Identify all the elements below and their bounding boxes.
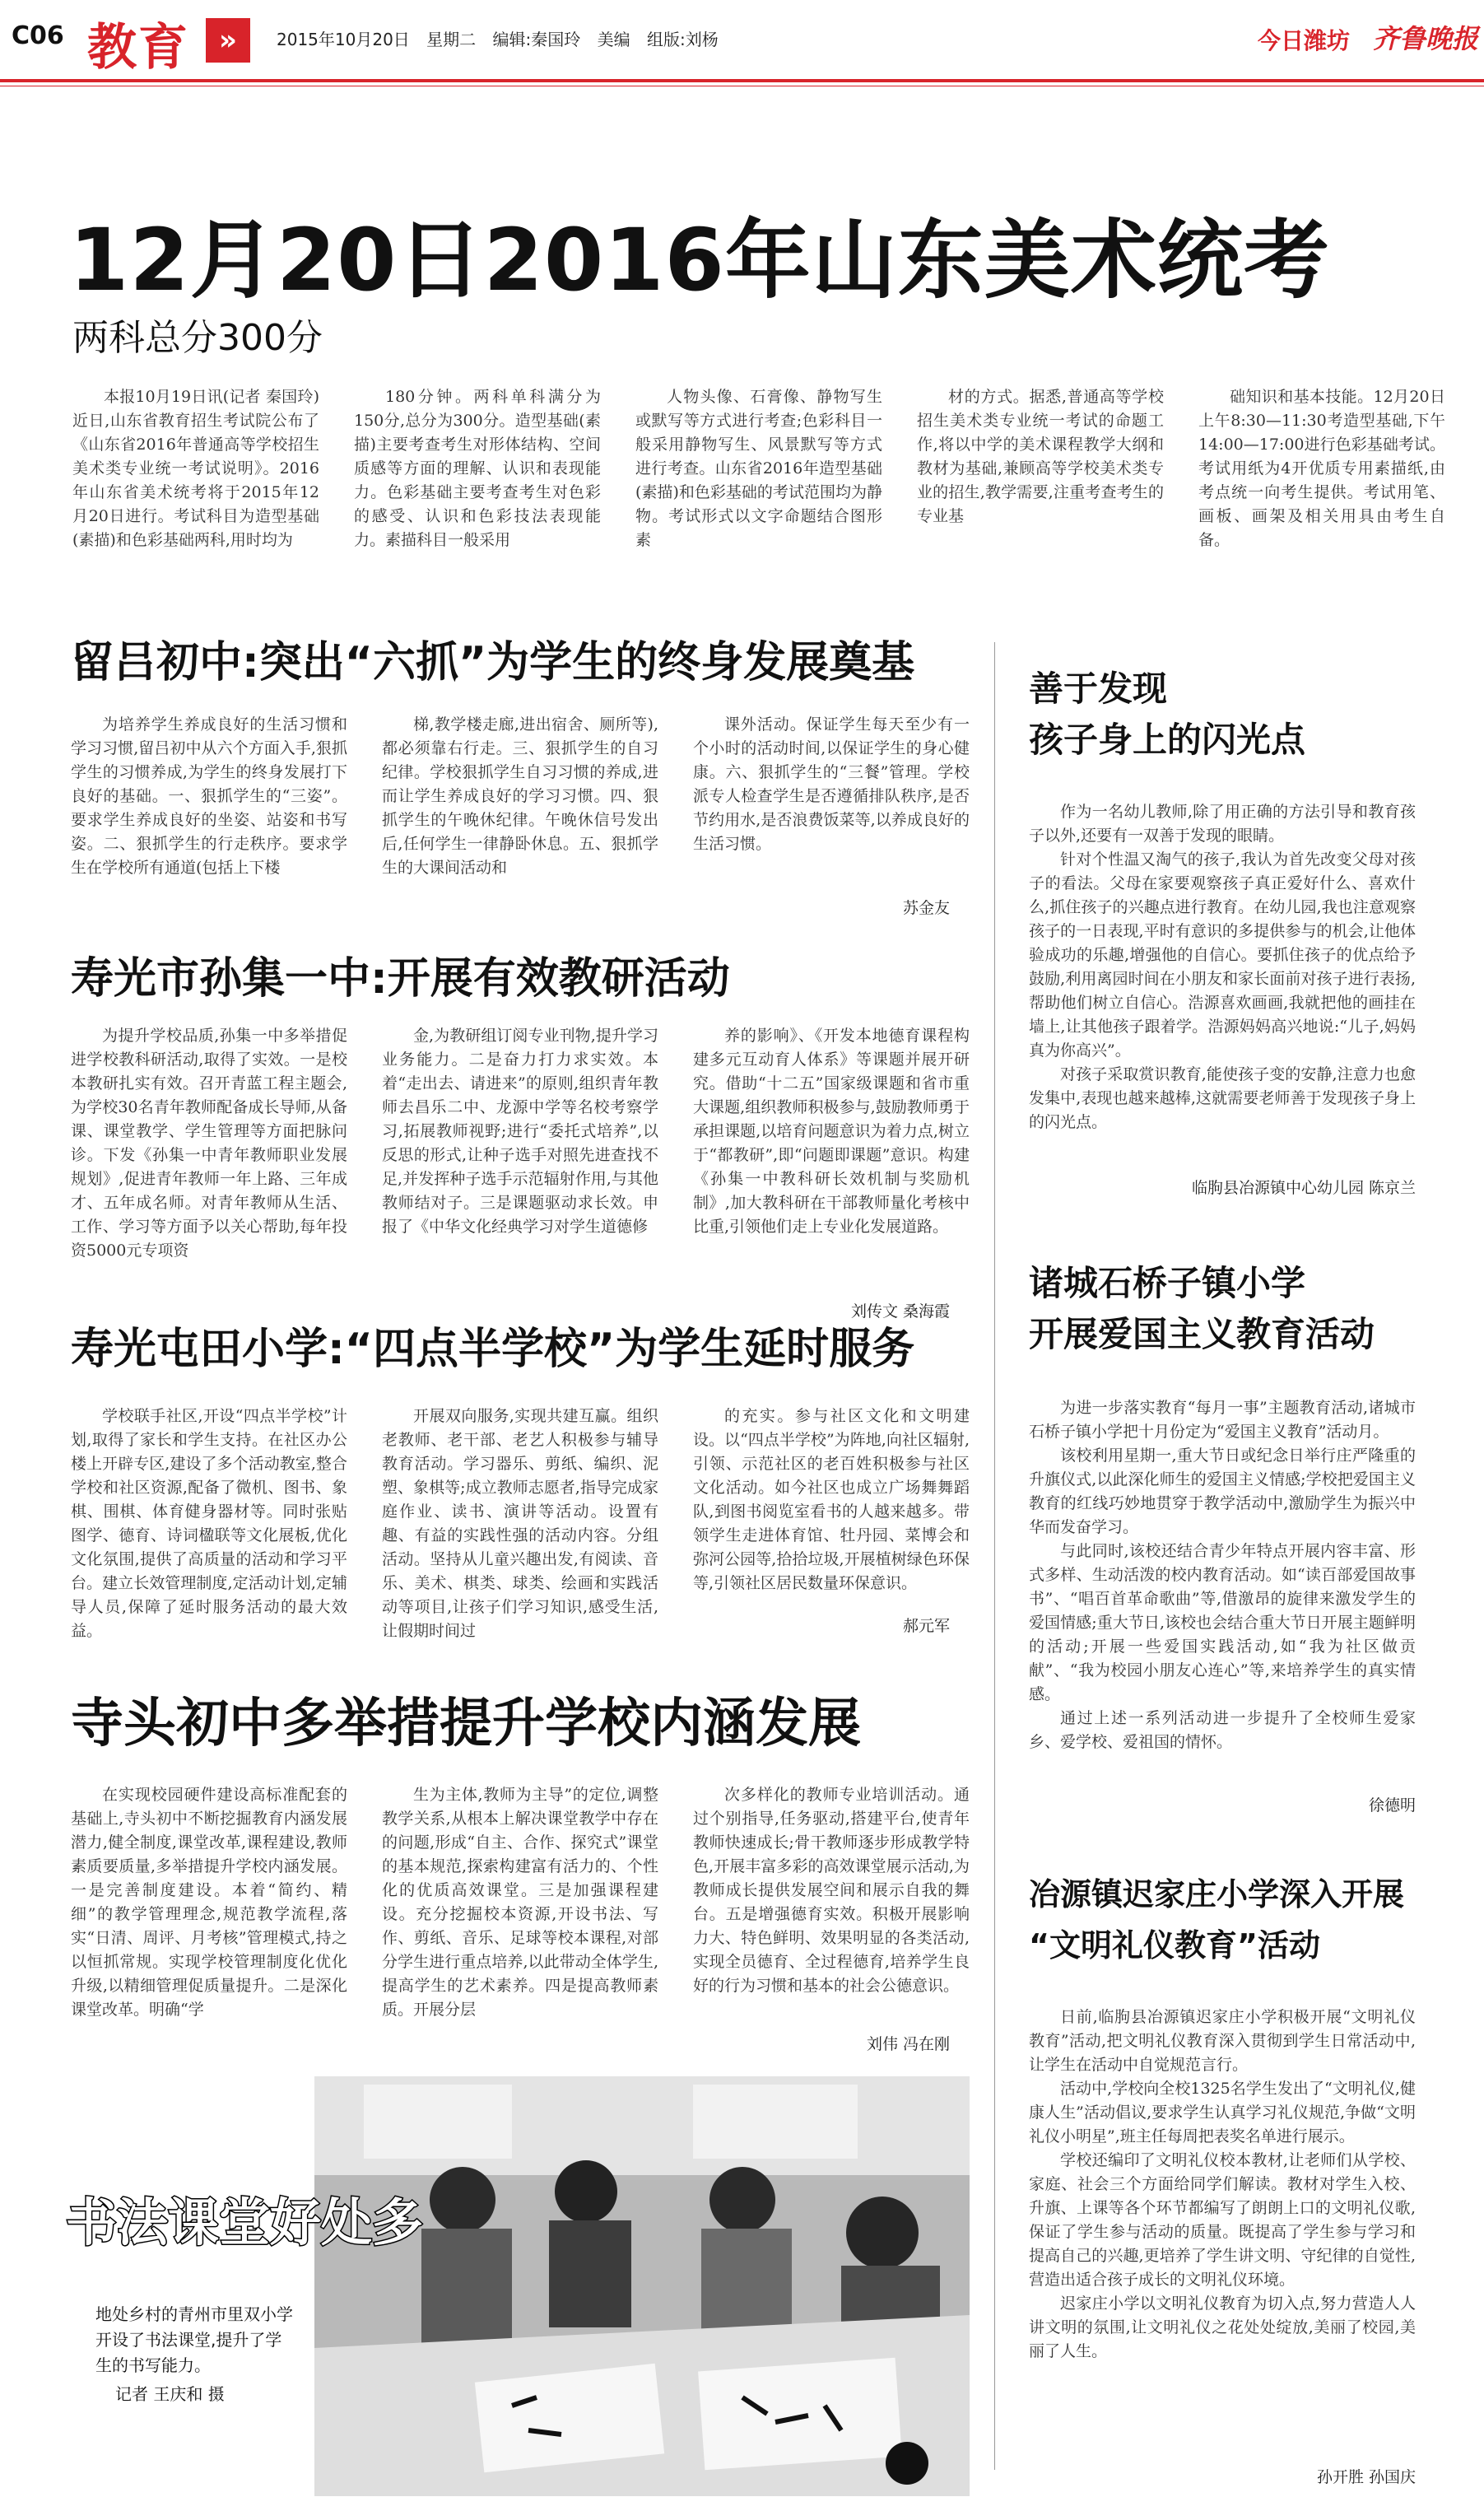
article-byline: 刘传文 桑海霞 bbox=[850, 1302, 950, 1321]
article-column: 梯,教学楼走廊,进出宿舍、厕所等),都必须靠右行走。三、狠抓学生的自习纪律。学校狠抓学生自习习惯的养成,进而让学生养成良好的学习习惯。四、狠抓学生的午晚休纪律。午晚休信号发出后,任何学生一律静卧休息。五、狠抓学生的大课间活动和 bbox=[382, 715, 658, 877]
article-column: 开展双向服务,实现共建互赢。组织老教师、老干部、老艺人积极参与辅导教育活动。学习器乐、剪纸、编织、泥塑、象棋等;成立教师志愿者,指导完成家庭作业、读书、演讲等活动。设置有趣、有益的实践性强的活动内容。分组活动。坚持从儿童兴趣出发,有阅读、音乐、美术、棋类、球类、绘画和实践活动等项目,让孩子们学习知识,感受生活,让假期时间过 bbox=[382, 1407, 658, 1640]
sidebar-headline-line: 诸城石桥子镇小学 bbox=[1029, 1263, 1306, 1303]
calligraphy-class-photo bbox=[314, 2076, 970, 2496]
masthead bbox=[0, 0, 1484, 82]
issue-weekday: 星期二 bbox=[426, 30, 477, 49]
issue-date: 2015年10月20日 bbox=[277, 30, 410, 49]
lead-column: 180分钟。两科单科满分为150分,总分为300分。造型基础(素描)主要考查考生对形体结构、空间质感等方面的理解、认识和表现能力。色彩基础主要考查考生对色彩的感受、认识和色彩技法表现能力。素描科目一般采用 bbox=[354, 388, 601, 549]
lead-body bbox=[72, 385, 1445, 552]
issue-meta bbox=[277, 26, 730, 50]
article-column: 为提升学校品质,孙集一中多举措促进学校教科研活动,取得了实效。一是校本教研扎实有效。召开青蓝工程主题会,为学校30名青年教师配备成长导师,从备课、课堂教学、学生管理等方面把脉问诊。下发《孙集一中青年教师职业发展规划》,促进青年教师一年上路、三年成才、五年成名师。对青年教师从生活、工作、学习等方面予以关心帮助,每年投资5000元专项资 bbox=[71, 1027, 347, 1260]
sidebar-byline: 临朐县冶源镇中心幼儿园 陈京兰 bbox=[1191, 1179, 1416, 1197]
designer-credit: 美编 bbox=[597, 30, 630, 49]
photo-credit: 记者 王庆和 摄 bbox=[115, 2384, 225, 2404]
article-byline: 郝元军 bbox=[902, 1617, 950, 1635]
sidebar-headline bbox=[1029, 1258, 1457, 1360]
article-byline: 刘伟 冯在刚 bbox=[866, 2035, 950, 2053]
article-headline: 寺头初中多举措提升学校内涵发展 bbox=[71, 1693, 861, 1754]
sidebar-body bbox=[1029, 1396, 1416, 1754]
article-column: 在实现校园硬件建设高标准配套的基础上,寺头初中不断挖掘教育内涵发展潜力,健全制度,课堂改革,课程建设,教师素质要质量,多举措提升学校内涵发展。一是完善制度建设。本着“简约、精细”的教学管理理念,规范教学流程,落实“日清、周评、月考核”管理模式,持之以恒抓常规。实现学校管理制度化优化升级,以精细管理促质量提升。二是深化课堂改革。明确“学 bbox=[71, 1786, 347, 2019]
layout-credit: 组版:刘杨 bbox=[646, 30, 719, 49]
lead-headline: 12月20日2016年山东美术统考 bbox=[69, 210, 1330, 310]
article-column: 养的影响》、《开发本地德育课程构建多元互动育人体系》等课题并展开研究。借助“十二五”国家级课题和省市重大课题,组织教师积极参与,鼓励教师勇于承担课题,以培育问题意识为着力点,树立于“都教研”,即“问题即课题”意识。构建《孙集一中教科研长效机制与奖励机制》,加大教科研在干部教师量化考核中比重,引领他们走上专业化发展道路。 bbox=[693, 1027, 970, 1236]
section-name: 教育 bbox=[87, 19, 189, 77]
article-body bbox=[71, 1024, 970, 1263]
region-tag: 今日潍坊 bbox=[1258, 27, 1351, 54]
sidebar-headline bbox=[1029, 664, 1440, 766]
article-body bbox=[71, 713, 970, 880]
photo-illustration bbox=[314, 2076, 970, 2496]
article-column: 次多样化的教师专业培训活动。通过个别指导,任务驱动,搭建平台,使青年教师快速成长;骨干教师逐步形成教学特色,开展丰富多彩的高效课堂展示活动,为教师成长提供发展空间和展示自我的舞台。五是增强德育实效。积极开展影响力大、特色鲜明、效果明显的各类活动,实现全员德育、全过程德育,培养学生良好的行为习惯和基本的社会公德意识。 bbox=[693, 1786, 970, 1995]
article-column: 为培养学生养成良好的生活习惯和学习习惯,留吕初中从六个方面入手,狠抓学生的习惯养成,为学生的终身发展打下良好的基础。一、狠抓学生的“三姿”。要求学生养成良好的坐姿、站姿和书写姿。二、狠抓学生的行走秩序。要求学生在学校所有通道(包括上下楼 bbox=[71, 715, 347, 877]
paper-logo: 齐鲁晚报 bbox=[1373, 23, 1479, 54]
sidebar-column: 日前,临朐县冶源镇迟家庄小学积极开展“文明礼仪教育”活动,把文明礼仪教育深入贯彻到学生日常活动中,让学生在活动中自觉规范言行。 活动中,学校向全校1325名学生发出了“文明礼仪,健康人生”活动倡议,要求学生认真学习礼仪规范,争做“文明礼仪小明星”,班主任每周把表奖名单进行展示。 学校还编印了文明礼仪校本教材,让老师们从学校、家庭、社会三个方面给同学们解读。教材对学生入校、升旗、上课等各个环节都编写了朗朗上口的文明礼仪歌,保证了学生参与活动的质量。既提高了学生参与学习和提高自己的兴趣,更培养了学生讲文明、守纪律的自觉性,营造出适合孩子成长的文明礼仪环境。 迟家庄小学以文明礼仪教育为切入点,努力营造人人讲文明的氛围,让文明礼仪之花处处绽放,美丽了校园,美丽了人生。 bbox=[1029, 2008, 1416, 2360]
photo-caption-text: 地处乡村的青州市里双小学开设了书法课堂,提升了学生的书写能力。 bbox=[95, 2304, 293, 2375]
article-headline: 寿光市孙集一中:开展有效教研活动 bbox=[71, 954, 730, 1004]
article-column: 生为主体,教师为主导”的定位,调整教学关系,从根本上解决课堂教学中存在的问题,形成“自主、合作、探究式”课堂的基本规范,探索构建富有活力的、个性化的优质高效课堂。三是加强课程建设。充分挖掘校本资源,开设书法、写作、剪纸、音乐、足球等校本课程,对部分学生进行重点培养,以此带动全体学生,提高学生的艺术素养。四是提高教师素质。开展分层 bbox=[382, 1786, 658, 2019]
sidebar-byline: 孙开胜 孙国庆 bbox=[1316, 2468, 1416, 2486]
sidebar-headline-line: 孩子身上的闪光点 bbox=[1029, 720, 1306, 760]
article-headline: 留吕初中:突出“六抓”为学生的终身发展奠基 bbox=[71, 638, 915, 687]
sidebar-headline-line: 善于发现 bbox=[1029, 669, 1168, 709]
lead-column: 材的方式。据悉,普通高等学校招生美术类专业统一考试的命题工作,将以中学的美术课程教学大纲和教材为基础,兼顾高等学校美术类专业的招生,教学需要,注重考查考生的专业基 bbox=[917, 388, 1164, 525]
article-column: 的充实。参与社区文化和文明建设。以“四点半学校”为阵地,向社区辐射,引领、示范社区的老百姓积极参与社区文化活动。如今社区也成立广场舞舞蹈队,到图书阅览室看书的人越来越多。带领学生走进体育馆、牡丹园、菜博会和弥河公园等,拾拾垃圾,开展植树绿色环保等,引领社区居民数量环保意识。 bbox=[693, 1407, 970, 1592]
article-byline: 苏金友 bbox=[902, 899, 950, 917]
sidebar-headline-line: “文明礼仪教育”活动 bbox=[1029, 1927, 1320, 1964]
article-body bbox=[71, 1405, 970, 1643]
photo-caption bbox=[95, 2302, 293, 2407]
lead-subheadline: 两科总分300分 bbox=[72, 317, 323, 359]
article-column: 金,为教研组订阅专业刊物,提升学习业务能力。二是奋力打力求实效。本着“走出去、请进来”的原则,组织青年教师去昌乐二中、龙源中学等名校考察学习,拓展教师视野;进行“委托式培养”,以反思的形式,让种子选手对照先进查找不足,并发挥种子选手示范辐射作用,与其他教师结对子。三是课题驱动求长效。申报了《中华文化经典学习对学生道德修 bbox=[382, 1027, 658, 1236]
column-divider bbox=[994, 642, 995, 2470]
editor-credit: 编辑:秦国玲 bbox=[492, 30, 581, 49]
lead-column: 础知识和基本技能。12月20日上午8:30—11:30考造型基础,下午14:00—17:00进行色彩基础考试。考试用纸为4开优质专用素描纸,由考点统一向考生提供。考试用笔、画板、画架及相关用具由考生自备。 bbox=[1198, 388, 1445, 549]
sidebar-byline: 徐德明 bbox=[1368, 1796, 1416, 1815]
article-body bbox=[71, 1783, 970, 2022]
sidebar-headline bbox=[1029, 1869, 1457, 1971]
sidebar-headline-line: 开展爱国主义教育活动 bbox=[1029, 1314, 1375, 1354]
article-headline: 寿光屯田小学:“四点半学校”为学生延时服务 bbox=[71, 1325, 915, 1374]
article-column: 学校联手社区,开设“四点半学校”计划,取得了家长和学生支持。在社区办公楼上开辟专区,建设了多个活动教室,整合学校和社区资源,配备了微机、图书、象棋、围棋、体育健身器材等。同时张贴图学、德育、诗词楹联等文化展板,优化文化氛围,提供了高质量的活动和学习平台。建立长效管理制度,定活动计划,定辅导人员,保障了延时服务活动的最大效益。 bbox=[71, 1407, 347, 1640]
header-rule bbox=[0, 79, 1484, 82]
lead-column: 本报10月19日讯(记者 秦国玲)近日,山东省教育招生考试院公布了《山东省2016年普通高等学校招生美术类专业统一考试说明》。2016年山东省美术统考将于2015年12月20日进行。考试科目为造型基础(素描)和色彩基础两科,用时均为 bbox=[72, 388, 319, 549]
sidebar-column: 为进一步落实教育“每月一事”主题教育活动,诸城市石桥子镇小学把十月份定为“爱国主义教育”活动月。 该校利用星期一,重大节日或纪念日举行庄严隆重的升旗仪式,以此深化师生的爱国主义情感;学校把爱国主义教育的红线巧妙地贯穿于教学活动中,激励学生为振兴中华而发奋学习。 与此同时,该校还结合青少年特点开展内容丰富、形式多样、生动活泼的校内教育活动。如“读百部爱国故事书”、“唱百首革命歌曲”等,借激昂的旋律来激发学生的爱国情感;重大节日,该校也会结合重大节日开展主题鲜明的活动;开展一些爱国实践活动,如“我为社区做贡献”、“我为校园小朋友心连心”等,来培养学生的真实情感。 通过上述一系列活动进一步提升了全校师生爱家乡、爱学校、爱祖国的情怀。 bbox=[1029, 1399, 1416, 1751]
sidebar-body bbox=[1029, 2006, 1416, 2364]
page-number: C06 bbox=[12, 21, 64, 50]
sidebar-headline-line: 冶源镇迟家庄小学深入开展 bbox=[1029, 1876, 1405, 1912]
lead-column: 人物头像、石膏像、静物写生或默写等方式进行考查;色彩科目一般采用静物写生、风景默写等方式进行考查。山东省2016年造型基础(素描)和色彩基础的考试范围均为静物。考试形式以文字命题结合图形素 bbox=[635, 388, 882, 549]
article-column: 课外活动。保证学生每天至少有一个小时的活动时间,以保证学生的身心健康。六、狠抓学生的“三餐”管理。学校派专人检查学生是否遵循排队秩序,是否节约用水,是否浪费饭菜等,以养成良好的生活习惯。 bbox=[693, 715, 970, 853]
photo-headline: 书法课堂好处多 bbox=[66, 2192, 424, 2252]
section-arrow-icon: » bbox=[206, 18, 250, 63]
sidebar-body bbox=[1029, 800, 1416, 1134]
sidebar-column: 作为一名幼儿教师,除了用正确的方法引导和教育孩子以外,还要有一双善于发现的眼睛。 针对个性温又淘气的孩子,我认为首先改变父母对孩子的看法。父母在家要观察孩子真正爱好什么、喜欢什么,抓住孩子的兴趣点进行教育。在幼儿园,我也注意观察孩子的一日表现,平时有意识的多提供参与的机会,让他体验成功的乐趣,增强他的自信心。要抓住孩子的优点给予鼓励,利用离园时间在小朋友和家长面前对孩子进行表扬,帮助他们树立自信心。浩源喜欢画画,我就把他的画挂在墙上,让其他孩子跟着学。浩源妈妈高兴地说:“儿子,妈妈真为你高兴”。 对孩子采取赏识教育,能使孩子变的安静,注意力也愈发集中,表现也越来越棒,这就需要老师善于发现孩子身上的闪光点。 bbox=[1029, 803, 1416, 1131]
